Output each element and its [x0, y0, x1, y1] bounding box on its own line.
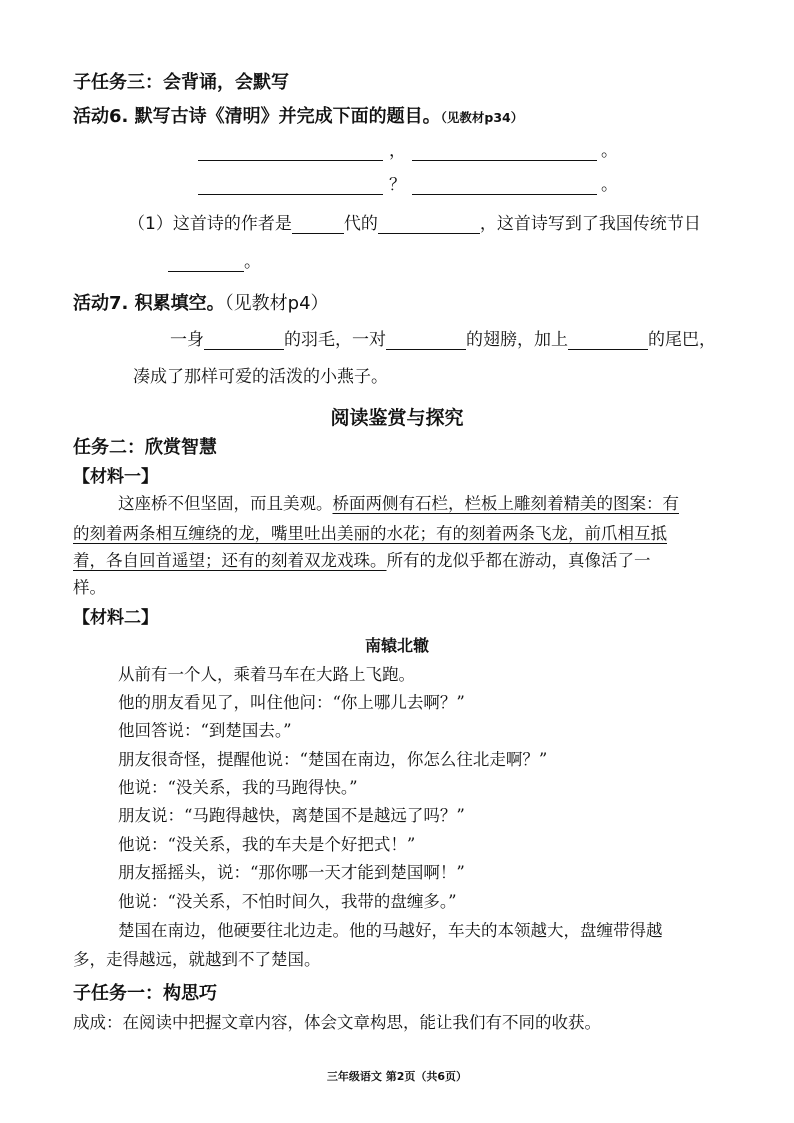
poem-blank-3[interactable] — [198, 177, 383, 196]
poem-blank-1[interactable] — [198, 143, 383, 162]
subtask1-text: 成成：在阅读中把握文章内容，体会文章构思，能让我们有不同的收获。 — [73, 1013, 601, 1032]
poem-blank-2[interactable] — [412, 143, 597, 162]
story-line-11: 多，走得越远，就越到不了楚国。 — [73, 950, 321, 969]
story-line-9: 他说：“没关系，不怕时间久，我带的盘缠多。” — [118, 892, 457, 911]
feather-blank[interactable] — [204, 332, 284, 351]
activity6-title — [73, 106, 523, 128]
story-line-4: 朋友很奇怪，提醒他说：“楚国在南边，你怎么往北走啊？” — [118, 750, 548, 769]
material2-label: 【材料二】 — [73, 608, 158, 628]
subtask1-heading: 子任务一：构思巧 — [73, 983, 217, 1004]
poem-period-1: 。 — [601, 141, 618, 161]
q1-text-c: ，这首诗写到了我国传统节日 — [479, 214, 701, 234]
material1-text-plain-3: 所有的龙似乎都在游动，真像活了一 — [386, 551, 651, 570]
story-line-3: 他回答说：“到楚国去。” — [118, 721, 292, 740]
story-title: 南辕北辙 — [364, 636, 429, 655]
fill-seg-3: 的翅膀，加上 — [466, 330, 568, 350]
fill-seg-1: 一身 — [170, 330, 204, 350]
story-line-2: 他的朋友看见了，叫住他问：“你上哪儿去啊？” — [118, 693, 465, 712]
q1-text-b: 代的 — [343, 214, 378, 234]
dynasty-blank[interactable] — [292, 216, 344, 235]
activity7-ref: （见教材p4） — [224, 293, 329, 314]
activity6-question-1 — [128, 214, 701, 234]
activity6-title-text: 活动6. 默写古诗《清明》并完成下面的题目。 — [73, 106, 441, 127]
festival-blank[interactable] — [168, 254, 244, 273]
material1-line-1 — [118, 494, 679, 514]
fill-seg-4: 的尾巴， — [648, 330, 716, 350]
poem-line-2 — [198, 175, 618, 195]
story-line-1: 从前有一个人，乘着马车在大路上飞跑。 — [118, 665, 415, 684]
wing-blank[interactable] — [386, 332, 466, 351]
q1-end: 。 — [244, 252, 261, 272]
poem-comma: ， — [389, 141, 406, 161]
story-line-7: 他说：“没关系，我的车夫是个好把式！” — [118, 835, 416, 854]
story-line-8: 朋友摇摇头，说：“那你哪一天才能到楚国啊！” — [118, 863, 465, 882]
activity7-line-1 — [170, 330, 716, 350]
material1-text-ul-2: 的刻着两条相互缠绕的龙，嘴里吐出美丽的水花；有的刻着两条飞龙，前爪相互抵 — [73, 524, 667, 543]
story-line-5: 他说：“没关系，我的马跑得快。” — [118, 778, 358, 797]
material1-text-ul-3: 着，各自回首遥望；还有的刻着双龙戏珠。 — [73, 551, 387, 570]
poem-blank-4[interactable] — [412, 177, 597, 196]
material1-line-4: 样。 — [73, 578, 106, 597]
festival-line — [168, 252, 261, 272]
activity7-title-text: 活动7. 积累填空。 — [73, 293, 225, 314]
activity7-line-2: 凑成了那样可爱的活泼的小燕子。 — [133, 367, 388, 387]
activity7-title — [73, 293, 329, 315]
author-blank[interactable] — [378, 216, 480, 235]
poem-period-2: 。 — [601, 175, 618, 195]
section-title: 阅读鉴赏与探究 — [330, 407, 464, 429]
fill-seg-2: 的羽毛，一对 — [284, 330, 386, 350]
task2-heading: 任务二：欣赏智慧 — [73, 437, 217, 458]
material1-line-3 — [73, 551, 651, 571]
material1-label: 【材料一】 — [73, 467, 158, 487]
q1-text-a: （1）这首诗的作者是 — [128, 214, 292, 234]
material1-text-plain-1: 这座桥不但坚固，而且美观。 — [118, 494, 333, 513]
material1-line-2 — [73, 524, 667, 544]
activity6-ref: （见教材p34） — [440, 110, 524, 125]
page-footer: 三年级语文 第2页（共6页） — [326, 1070, 468, 1083]
subtask3-heading: 子任务三：会背诵，会默写 — [73, 72, 289, 93]
story-line-10: 楚国在南边，他硬要往北边走。他的马越好，车夫的本领越大，盘缠带得越 — [118, 921, 663, 940]
material1-text-ul-1: 桥面两侧有石栏，栏板上雕刻着精美的图案：有 — [332, 494, 679, 513]
story-line-6: 朋友说：“马跑得越快，离楚国不是越远了吗？” — [118, 806, 465, 825]
poem-line-1 — [198, 141, 618, 161]
poem-question: ？ — [389, 175, 406, 195]
tail-blank[interactable] — [568, 332, 648, 351]
